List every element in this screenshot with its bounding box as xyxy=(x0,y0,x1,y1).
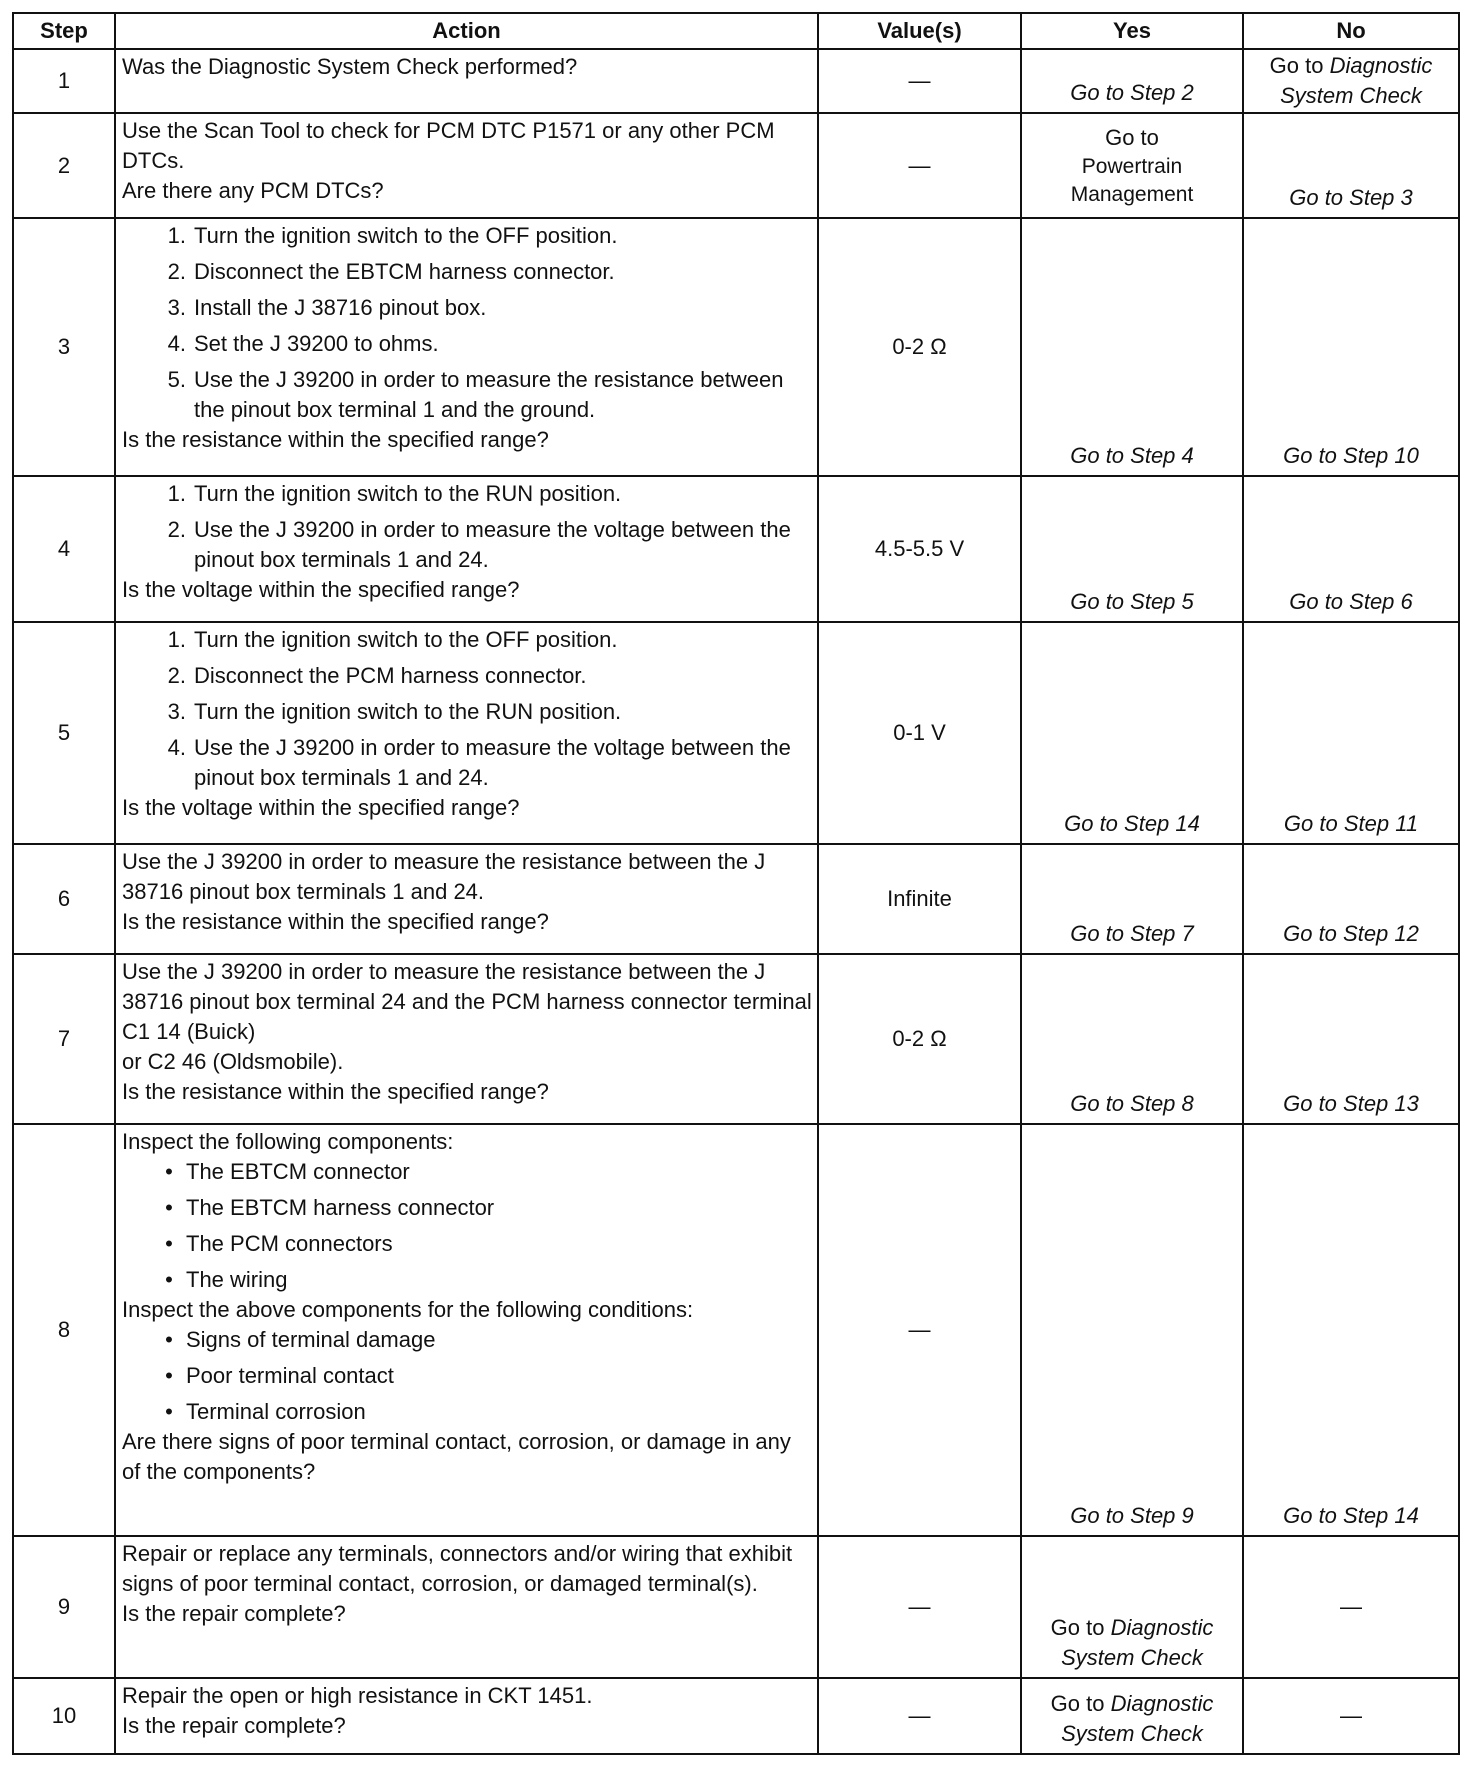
list-item: 3. Turn the ignition switch to the RUN position. xyxy=(167,699,622,724)
header-yes: Yes xyxy=(1021,13,1243,49)
action-text: Repair or replace any terminals, connectors and/or wiring that exhibit signs of poor terminal contact, corrosion, or damaged terminal(s). xyxy=(122,1541,793,1596)
action-text: Use the J 39200 in order to measure the resistance between the J 38716 pinout box terminal 24 and the PCM harness connector terminal C1 14 (Buick) xyxy=(122,959,812,1044)
action-cell xyxy=(115,476,818,622)
yes-cell: Go to Step 14 xyxy=(1021,622,1243,844)
no-cell: — xyxy=(1243,1678,1459,1754)
step-number: 3 xyxy=(13,218,115,476)
yes-cell xyxy=(1021,1678,1243,1754)
action-question: Is the resistance within the specified range? xyxy=(122,909,549,934)
no-cell: Go to Step 13 xyxy=(1243,954,1459,1124)
step-number: 2 xyxy=(13,113,115,218)
header-step: Step xyxy=(13,13,115,49)
action-cell xyxy=(115,1124,818,1536)
action-text: Use the J 39200 in order to measure the resistance between the J 38716 pinout box terminals 1 and 24. xyxy=(122,849,766,904)
value-cell: — xyxy=(818,1124,1021,1536)
list-item: • The EBTCM harness connector xyxy=(165,1195,495,1220)
yes-line-2: Powertrain xyxy=(1081,154,1183,178)
step-number: 4 xyxy=(13,476,115,622)
yes-cell: Go to Step 5 xyxy=(1021,476,1243,622)
no-cell: Go to Step 11 xyxy=(1243,622,1459,844)
value-cell: — xyxy=(818,113,1021,218)
value-cell: — xyxy=(818,1678,1021,1754)
list-item: 5. Use the J 39200 in order to measure the resistance between the pinout box terminal 1 and the ground. xyxy=(167,367,784,422)
table-row xyxy=(13,1678,1459,1754)
yes-cell: Go to Step 2 xyxy=(1021,49,1243,113)
value-cell: — xyxy=(818,49,1021,113)
table-row xyxy=(13,1536,1459,1678)
step-number: 5 xyxy=(13,622,115,844)
action-cell xyxy=(115,1536,818,1678)
step-number: 10 xyxy=(13,1678,115,1754)
no-cell: — xyxy=(1243,1536,1459,1678)
action-intro: Inspect the following components: xyxy=(122,1129,454,1154)
no-cell: Go to Step 10 xyxy=(1243,218,1459,476)
yes-cell: Go to Step 7 xyxy=(1021,844,1243,954)
step-number: 9 xyxy=(13,1536,115,1678)
table-row xyxy=(13,844,1459,954)
yes-cell: Go to Step 8 xyxy=(1021,954,1243,1124)
action-intro: Inspect the above components for the following conditions: xyxy=(122,1297,694,1322)
value-cell: 0-2 Ω xyxy=(818,218,1021,476)
action-question: Is the voltage within the specified range? xyxy=(122,795,520,820)
action-cell xyxy=(115,954,818,1124)
no-cell: Go to Step 6 xyxy=(1243,476,1459,622)
list-item: • The PCM connectors xyxy=(165,1231,393,1256)
list-item: 1. Turn the ignition switch to the RUN position. xyxy=(167,481,622,506)
action-cell xyxy=(115,844,818,954)
yes-cell: Go to Step 9 xyxy=(1021,1124,1243,1536)
step-number: 6 xyxy=(13,844,115,954)
value-cell: 0-1 V xyxy=(818,622,1021,844)
action-text: Was the Diagnostic System Check performed? xyxy=(122,54,578,79)
table-row xyxy=(13,954,1459,1124)
yes-goto: Go to xyxy=(1050,1691,1105,1716)
list-item: 1. Turn the ignition switch to the OFF position. xyxy=(167,223,618,248)
yes-goto: Go to xyxy=(1050,1615,1105,1640)
yes-line-1: Go to xyxy=(1105,124,1159,150)
yes-cell xyxy=(1021,1536,1243,1678)
header-row xyxy=(13,13,1459,49)
table-row xyxy=(13,622,1459,844)
yes-cell: Go to Step 4 xyxy=(1021,218,1243,476)
action-cell xyxy=(115,49,818,113)
no-cell: Go to Step 3 xyxy=(1243,113,1459,218)
step-number: 8 xyxy=(13,1124,115,1536)
action-question: Is the resistance within the specified range? xyxy=(122,1079,549,1104)
action-cell xyxy=(115,218,818,476)
list-item: 3. Install the J 38716 pinout box. xyxy=(167,295,487,320)
action-question: Is the repair complete? xyxy=(122,1713,346,1738)
action-question: Is the resistance within the specified range? xyxy=(122,427,549,452)
yes-target: Diagnostic System Check xyxy=(1061,1615,1214,1670)
value-cell: 0-2 Ω xyxy=(818,954,1021,1124)
value-cell: 4.5-5.5 V xyxy=(818,476,1021,622)
yes-target: Diagnostic System Check xyxy=(1061,1691,1214,1746)
list-item: 1. Turn the ignition switch to the OFF position. xyxy=(167,627,618,652)
action-cell xyxy=(115,113,818,218)
diagnostic-table xyxy=(12,12,1460,1755)
list-item: 2. Use the J 39200 in order to measure the voltage between the pinout box terminals 1 and 24. xyxy=(167,517,791,572)
table-row xyxy=(13,49,1459,113)
no-goto: Go to xyxy=(1269,53,1324,78)
action-question: Is the voltage within the specified range? xyxy=(122,577,520,602)
no-cell: Go to Step 12 xyxy=(1243,844,1459,954)
no-target: Diagnostic System Check xyxy=(1280,53,1433,108)
action-cell xyxy=(115,622,818,844)
list-item: 2. Disconnect the PCM harness connector. xyxy=(167,663,587,688)
header-no: No xyxy=(1243,13,1459,49)
list-item: • Poor terminal contact xyxy=(165,1363,394,1388)
table-row xyxy=(13,218,1459,476)
list-item: • The wiring xyxy=(165,1267,288,1292)
header-value: Value(s) xyxy=(818,13,1021,49)
action-question: Is the repair complete? xyxy=(122,1601,346,1626)
table-row xyxy=(13,476,1459,622)
value-cell: Infinite xyxy=(818,844,1021,954)
action-question: Are there any PCM DTCs? xyxy=(122,178,384,203)
step-number: 7 xyxy=(13,954,115,1124)
action-text: Use the Scan Tool to check for PCM DTC P1571 or any other PCM DTCs. xyxy=(122,118,775,173)
table-row xyxy=(13,113,1459,218)
no-cell: Go to Step 14 xyxy=(1243,1124,1459,1536)
step-number: 1 xyxy=(13,49,115,113)
action-text: Repair the open or high resistance in CKT 1451. xyxy=(122,1683,593,1708)
value-cell: — xyxy=(818,1536,1021,1678)
action-question: Are there signs of poor terminal contact, corrosion, or damage in any of the components? xyxy=(122,1429,791,1484)
list-item: 4. Set the J 39200 to ohms. xyxy=(167,331,439,356)
diagnostic-document xyxy=(12,12,1458,1755)
list-item: • Signs of terminal damage xyxy=(165,1327,436,1352)
list-item: • Terminal corrosion xyxy=(165,1399,366,1424)
yes-line-3: Management xyxy=(1070,182,1194,206)
list-item: 2. Disconnect the EBTCM harness connector. xyxy=(167,259,615,284)
list-item: 4. Use the J 39200 in order to measure the voltage between the pinout box terminals 1 and 24. xyxy=(167,735,791,790)
no-cell xyxy=(1243,49,1459,113)
yes-cell xyxy=(1021,113,1243,218)
table-row xyxy=(13,1124,1459,1536)
action-text: or C2 46 (Oldsmobile). xyxy=(122,1049,344,1074)
header-action: Action xyxy=(115,13,818,49)
action-cell xyxy=(115,1678,818,1754)
list-item: • The EBTCM connector xyxy=(165,1159,410,1184)
